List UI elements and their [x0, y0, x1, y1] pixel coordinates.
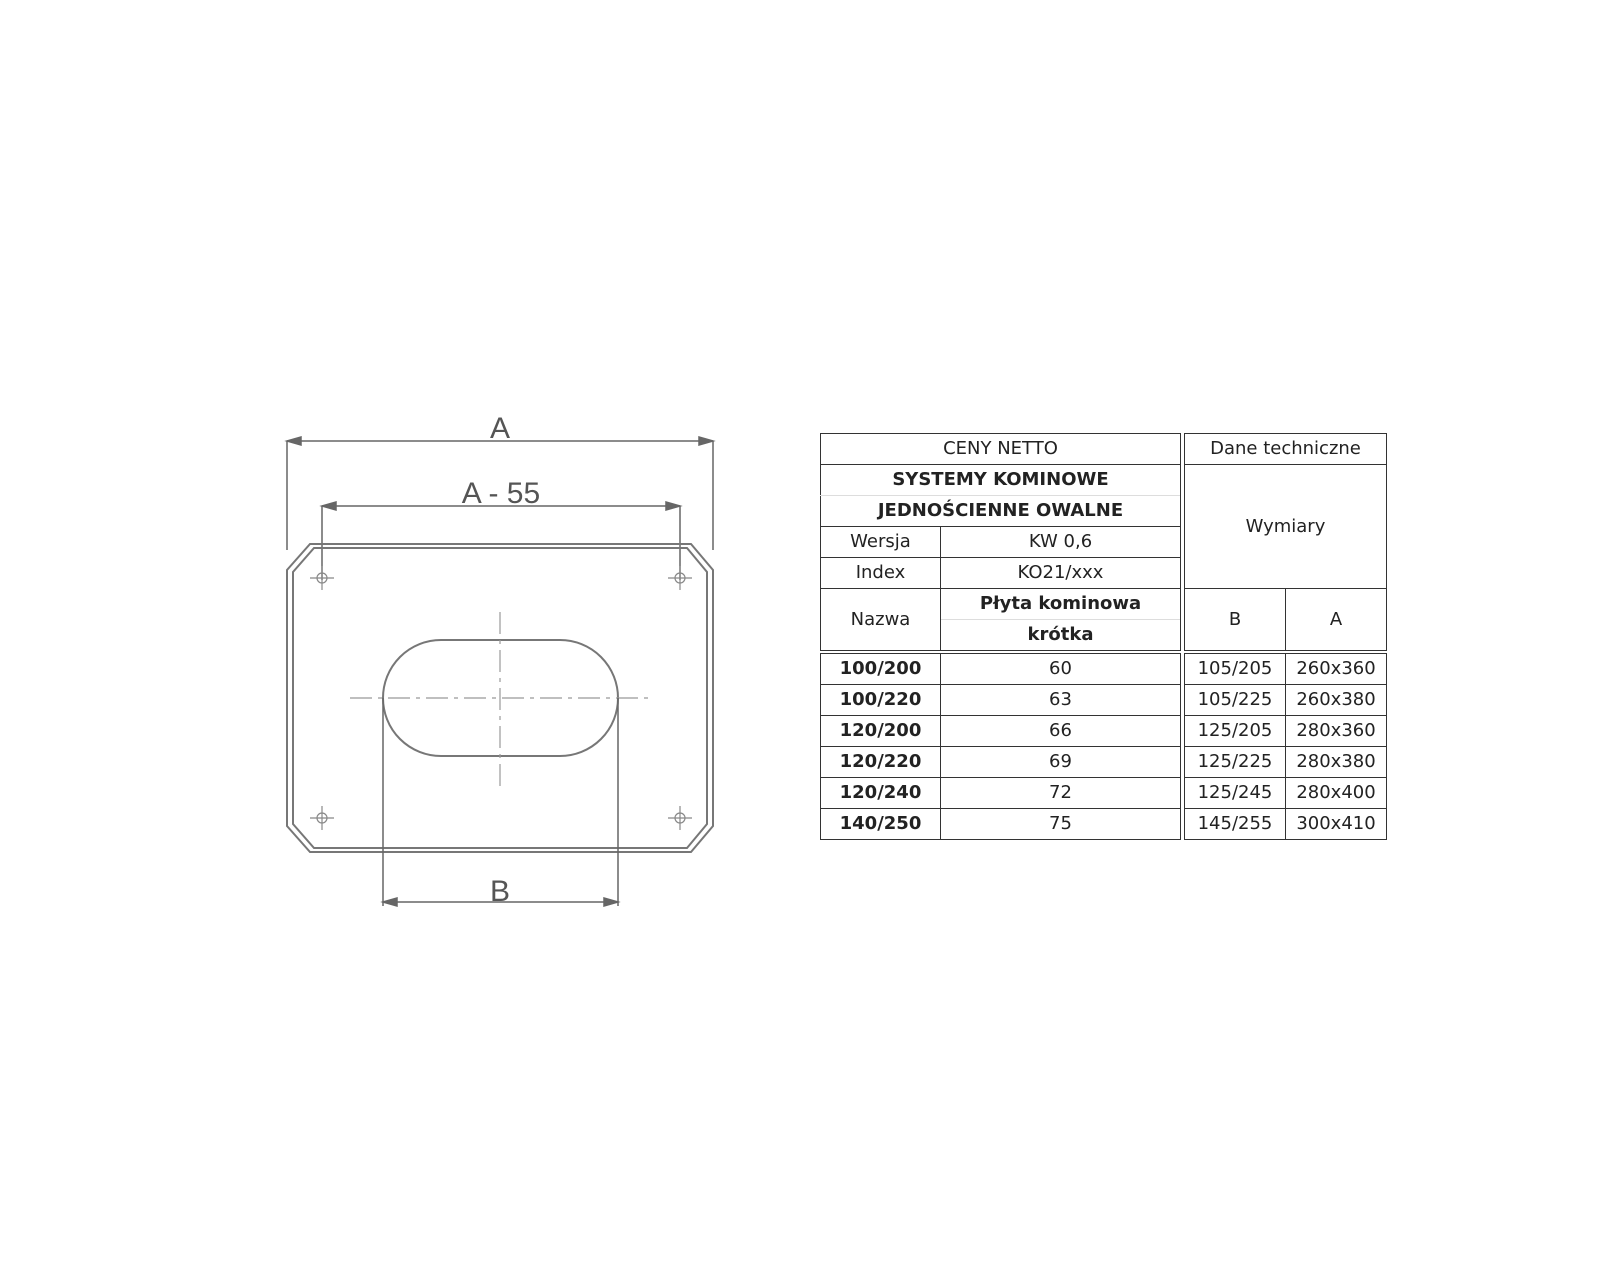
row-price: 60 — [941, 652, 1181, 685]
table-row — [821, 747, 1387, 778]
row-name: 100/220 — [821, 685, 941, 716]
row-price: 69 — [941, 747, 1181, 778]
table-row — [821, 809, 1387, 840]
row-b: 105/205 — [1185, 652, 1286, 685]
technical-data-header: Dane techniczne — [1185, 434, 1387, 465]
row-a: 260x360 — [1286, 652, 1387, 685]
row-b: 145/255 — [1185, 809, 1286, 840]
index-value: KO21/xxx — [941, 558, 1181, 589]
specification-table — [820, 433, 1387, 840]
prices-header: CENY NETTO — [821, 434, 1181, 465]
row-a: 300x410 — [1286, 809, 1387, 840]
dimension-a-minus-55-label: A - 55 — [461, 477, 541, 510]
row-name: 140/250 — [821, 809, 941, 840]
dimension-a-minus-55 — [322, 502, 680, 580]
row-price: 75 — [941, 809, 1181, 840]
version-value: KW 0,6 — [941, 527, 1181, 558]
row-b: 105/225 — [1185, 685, 1286, 716]
row-a: 280x380 — [1286, 747, 1387, 778]
system-name-line1: SYSTEMY KOMINOWE — [821, 465, 1181, 496]
product-name-line1: Płyta kominowa — [941, 589, 1181, 620]
row-price: 63 — [941, 685, 1181, 716]
table-row — [821, 716, 1387, 747]
table-row — [821, 778, 1387, 809]
row-a: 260x380 — [1286, 685, 1387, 716]
row-price: 66 — [941, 716, 1181, 747]
row-b: 125/205 — [1185, 716, 1286, 747]
row-price: 72 — [941, 778, 1181, 809]
row-name: 120/200 — [821, 716, 941, 747]
dimensions-header: Wymiary — [1185, 465, 1387, 589]
dimension-b-label: B — [489, 875, 511, 908]
chimney-plate-drawing — [0, 0, 760, 1280]
dimension-a-label: A — [489, 412, 511, 445]
row-name: 120/240 — [821, 778, 941, 809]
row-a: 280x400 — [1286, 778, 1387, 809]
row-b: 125/225 — [1185, 747, 1286, 778]
row-name: 100/200 — [821, 652, 941, 685]
version-label: Wersja — [821, 527, 941, 558]
product-name-line2: krótka — [941, 620, 1181, 653]
row-a: 280x360 — [1286, 716, 1387, 747]
index-label: Index — [821, 558, 941, 589]
column-b-header: B — [1185, 589, 1286, 653]
row-b: 125/245 — [1185, 778, 1286, 809]
table-row — [821, 685, 1387, 716]
column-a-header: A — [1286, 589, 1387, 653]
table-row — [821, 652, 1387, 685]
system-name-line2: JEDNOŚCIENNE OWALNE — [821, 496, 1181, 527]
name-label: Nazwa — [821, 589, 941, 653]
row-name: 120/220 — [821, 747, 941, 778]
